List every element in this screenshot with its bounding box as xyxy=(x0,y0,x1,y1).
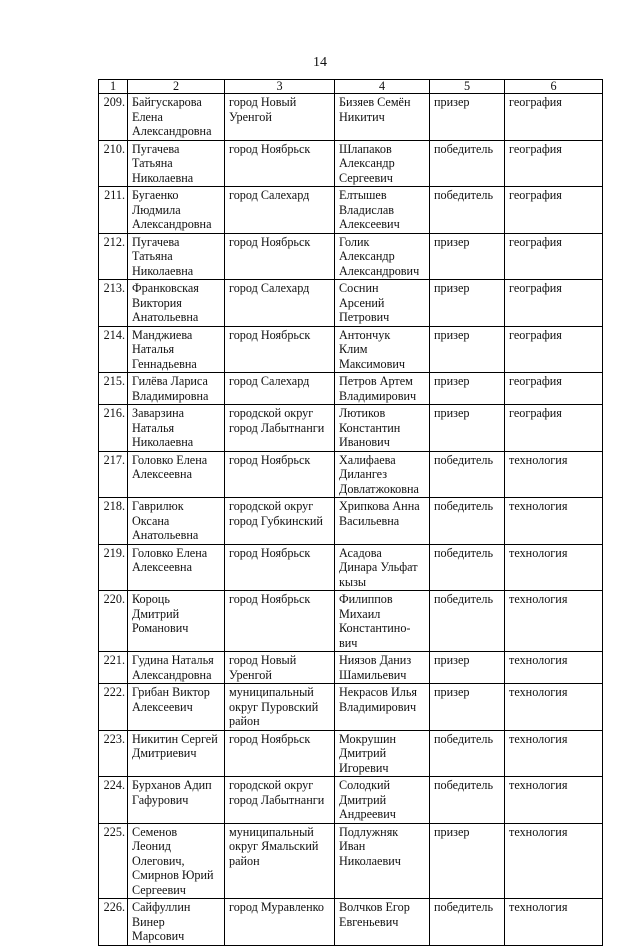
student-name: Голик Александр Александрович xyxy=(335,233,430,280)
result-status: победитель xyxy=(430,899,505,946)
subject: технология xyxy=(505,652,603,684)
student-name: Лютиков Константин Иванович xyxy=(335,405,430,452)
row-number: 217. xyxy=(99,451,128,498)
table-row xyxy=(99,684,603,731)
table-header-row xyxy=(99,80,603,94)
table-row xyxy=(99,373,603,405)
student-name: Волчков Егор Евгеньевич xyxy=(335,899,430,946)
student-name: Елтышев Владислав Алексеевич xyxy=(335,187,430,234)
table-row xyxy=(99,591,603,652)
teacher-name: Короць Дмитрий Романович xyxy=(128,591,225,652)
row-number: 212. xyxy=(99,233,128,280)
student-name: Некрасов Илья Владимирович xyxy=(335,684,430,731)
teacher-name: Пугачева Татьяна Николаевна xyxy=(128,233,225,280)
teacher-name: Франковская Виктория Анатольевна xyxy=(128,280,225,327)
teacher-name: Бурханов Адип Гафурович xyxy=(128,777,225,824)
subject: технология xyxy=(505,498,603,545)
teacher-name: Семенов Леонид Олегович, Смирнов Юрий Сергеевич xyxy=(128,823,225,899)
row-number: 214. xyxy=(99,326,128,373)
subject: география xyxy=(505,187,603,234)
municipality: город Ноябрьск xyxy=(225,544,335,591)
teacher-name: Грибан Виктор Алексеевич xyxy=(128,684,225,731)
result-status: победитель xyxy=(430,498,505,545)
result-status: призер xyxy=(430,326,505,373)
row-number: 222. xyxy=(99,684,128,731)
student-name: Шлапаков Александр Сергеевич xyxy=(335,140,430,187)
student-name: Подлужняк Иван Николаевич xyxy=(335,823,430,899)
result-status: призер xyxy=(430,233,505,280)
student-name: Петров Артем Владимирович xyxy=(335,373,430,405)
table-row xyxy=(99,777,603,824)
subject: технология xyxy=(505,777,603,824)
municipality: городской округ город Губкинский xyxy=(225,498,335,545)
table-row xyxy=(99,280,603,327)
municipality: город Ноябрьск xyxy=(225,591,335,652)
municipality: город Новый Уренгой xyxy=(225,94,335,141)
student-name: Соснин Арсений Петрович xyxy=(335,280,430,327)
row-number: 223. xyxy=(99,730,128,777)
table-row xyxy=(99,823,603,899)
municipality: городской округ город Лабытнанги xyxy=(225,777,335,824)
result-status: призер xyxy=(430,94,505,141)
table-row xyxy=(99,498,603,545)
row-number: 225. xyxy=(99,823,128,899)
student-name: Асадова Динара Ульфат кызы xyxy=(335,544,430,591)
column-header: 2 xyxy=(128,80,225,94)
result-status: победитель xyxy=(430,140,505,187)
row-number: 220. xyxy=(99,591,128,652)
municipality: город Салехард xyxy=(225,280,335,327)
municipality: город Ноябрьск xyxy=(225,451,335,498)
subject: технология xyxy=(505,684,603,731)
table-row xyxy=(99,326,603,373)
page-number: 14 xyxy=(313,55,327,70)
column-header: 6 xyxy=(505,80,603,94)
municipality: город Муравленко xyxy=(225,899,335,946)
row-number: 218. xyxy=(99,498,128,545)
teacher-name: Головко Елена Алексеевна xyxy=(128,544,225,591)
teacher-name: Манджиева Наталья Геннадьевна xyxy=(128,326,225,373)
teacher-name: Никитин Сергей Дмитриевич xyxy=(128,730,225,777)
teacher-name: Байгускарова Елена Александровна xyxy=(128,94,225,141)
table-row xyxy=(99,899,603,946)
subject: технология xyxy=(505,823,603,899)
table-row xyxy=(99,405,603,452)
subject: география xyxy=(505,94,603,141)
result-status: победитель xyxy=(430,730,505,777)
teacher-name: Сайфуллин Винер Марсович xyxy=(128,899,225,946)
teacher-name: Гудина Наталья Александровна xyxy=(128,652,225,684)
student-name: Солодкий Дмитрий Андреевич xyxy=(335,777,430,824)
subject: география xyxy=(505,233,603,280)
result-status: победитель xyxy=(430,544,505,591)
table-row xyxy=(99,187,603,234)
result-status: призер xyxy=(430,405,505,452)
municipality: город Салехард xyxy=(225,373,335,405)
table-row xyxy=(99,451,603,498)
result-status: призер xyxy=(430,373,505,405)
table-row xyxy=(99,94,603,141)
row-number: 215. xyxy=(99,373,128,405)
municipality: город Ноябрьск xyxy=(225,326,335,373)
row-number: 213. xyxy=(99,280,128,327)
result-status: победитель xyxy=(430,777,505,824)
subject: география xyxy=(505,326,603,373)
student-name: Халифаева Дилангез Довлатжоковна xyxy=(335,451,430,498)
table-row xyxy=(99,233,603,280)
subject: география xyxy=(505,140,603,187)
teacher-name: Бугаенко Людмила Александровна xyxy=(128,187,225,234)
row-number: 219. xyxy=(99,544,128,591)
student-name: Филиппов Михаил Константино- вич xyxy=(335,591,430,652)
municipality: муниципальный округ Ямальский район xyxy=(225,823,335,899)
table-row xyxy=(99,140,603,187)
table-row xyxy=(99,544,603,591)
column-header: 5 xyxy=(430,80,505,94)
result-status: призер xyxy=(430,684,505,731)
teacher-name: Головко Елена Алексеевна xyxy=(128,451,225,498)
table-row xyxy=(99,730,603,777)
result-status: победитель xyxy=(430,187,505,234)
row-number: 224. xyxy=(99,777,128,824)
subject: технология xyxy=(505,899,603,946)
subject: технология xyxy=(505,544,603,591)
student-name: Антончук Клим Максимович xyxy=(335,326,430,373)
municipality: городской округ город Лабытнанги xyxy=(225,405,335,452)
teacher-name: Пугачева Татьяна Николаевна xyxy=(128,140,225,187)
subject: география xyxy=(505,405,603,452)
teacher-name: Гаврилюк Оксана Анатольевна xyxy=(128,498,225,545)
column-header: 4 xyxy=(335,80,430,94)
table-row xyxy=(99,652,603,684)
municipality: город Ноябрьск xyxy=(225,730,335,777)
result-status: победитель xyxy=(430,451,505,498)
subject: география xyxy=(505,373,603,405)
student-name: Хрипкова Анна Васильевна xyxy=(335,498,430,545)
column-header: 3 xyxy=(225,80,335,94)
results-table xyxy=(98,79,603,946)
teacher-name: Заварзина Наталья Николаевна xyxy=(128,405,225,452)
municipality: город Ноябрьск xyxy=(225,140,335,187)
municipality: город Салехард xyxy=(225,187,335,234)
row-number: 209. xyxy=(99,94,128,141)
subject: технология xyxy=(505,591,603,652)
subject: технология xyxy=(505,451,603,498)
student-name: Бизяев Семён Никитич xyxy=(335,94,430,141)
teacher-name: Гилёва Лариса Владимировна xyxy=(128,373,225,405)
row-number: 221. xyxy=(99,652,128,684)
student-name: Мокрушин Дмитрий Игоревич xyxy=(335,730,430,777)
subject: технология xyxy=(505,730,603,777)
municipality: город Новый Уренгой xyxy=(225,652,335,684)
municipality: город Ноябрьск xyxy=(225,233,335,280)
municipality: муниципальный округ Пуровский район xyxy=(225,684,335,731)
result-status: победитель xyxy=(430,591,505,652)
student-name: Ниязов Даниз Шамильевич xyxy=(335,652,430,684)
result-status: призер xyxy=(430,280,505,327)
row-number: 216. xyxy=(99,405,128,452)
row-number: 210. xyxy=(99,140,128,187)
row-number: 211. xyxy=(99,187,128,234)
result-status: призер xyxy=(430,823,505,899)
subject: география xyxy=(505,280,603,327)
column-header: 1 xyxy=(99,80,128,94)
row-number: 226. xyxy=(99,899,128,946)
result-status: призер xyxy=(430,652,505,684)
